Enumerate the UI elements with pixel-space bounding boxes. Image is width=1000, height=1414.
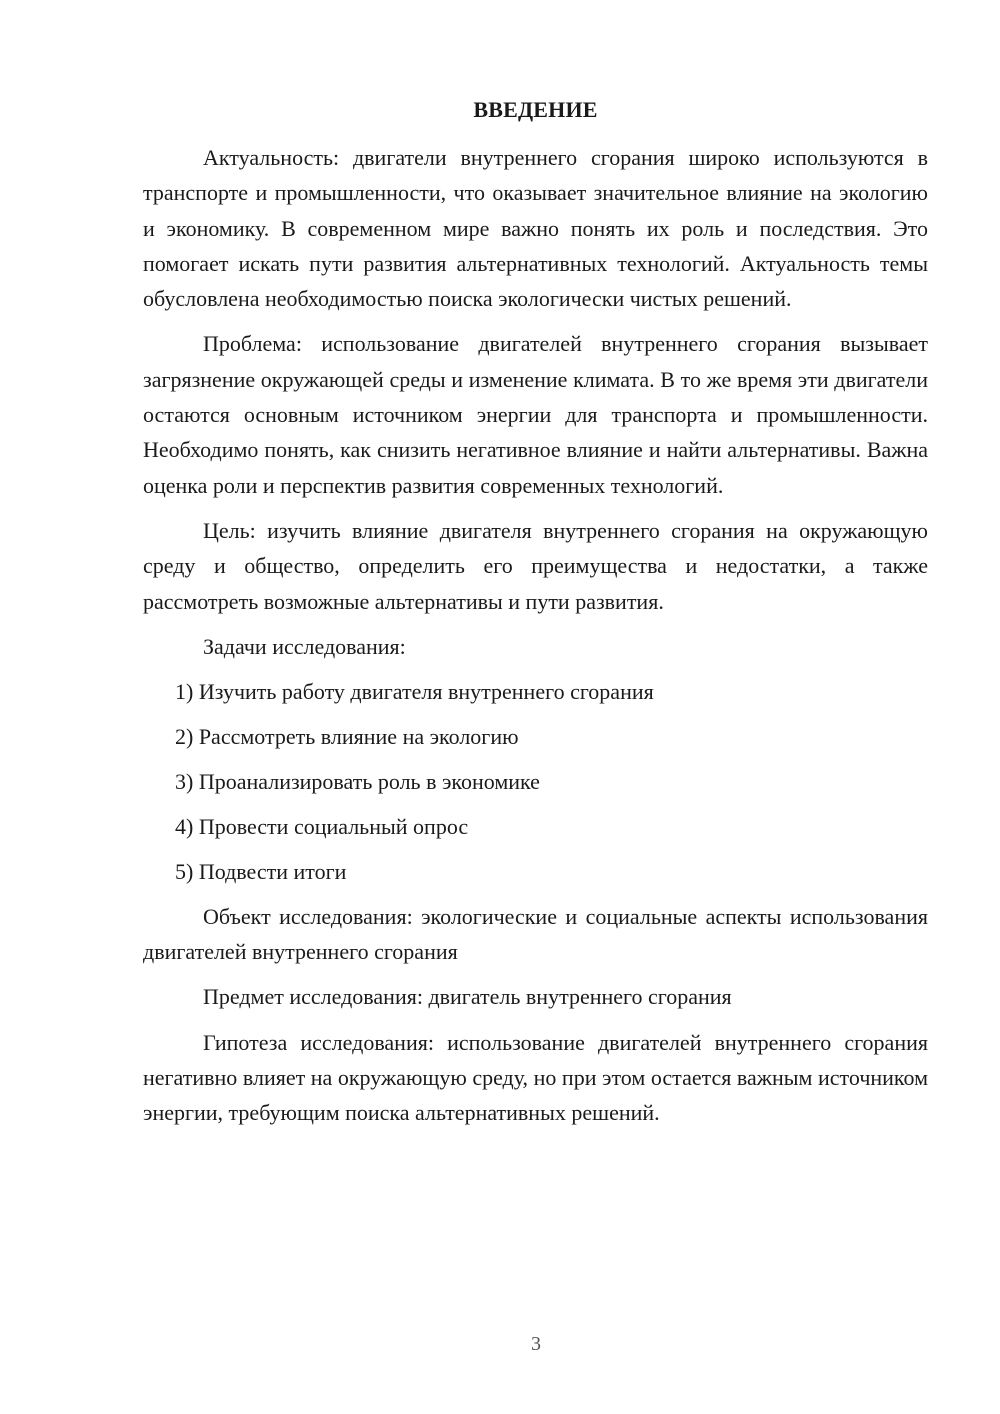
- page-title: ВВЕДЕНИЕ: [473, 97, 598, 122]
- hypothesis-paragraph: Гипотеза исследования: использование двигателей внутреннего сгорания негативно влияет на окружающую среду, но при этом остается важным источником энергии, требующим поиска альтернативных решений.: [143, 1029, 928, 1126]
- problem-paragraph: Проблема: использование двигателей внутреннего сгорания вызывает загрязнение окружающей среды и изменение климата. В то же время эти двигатели остаются основным источником энергии для транспорта и промышленности. Необходимо понять, как снизить негативное влияние и найти альтернативы. Важна оценка роли и перспектив развития современных технологий.: [143, 331, 928, 498]
- task-item: 5) Подвести итоги: [175, 858, 347, 884]
- page-number: 3: [531, 1333, 541, 1355]
- document-page: [143, 92, 928, 1141]
- relevance-paragraph: Актуальность: двигатели внутреннего сгорания широко используются в транспорте и промышленности, что оказывает значительное влияние на экологию и экономику. В современном мире важно понять их роль и последствия. Это помогает искать пути развития альтернативных технологий. Актуальность темы обусловлена необходимостью поиска экологически чистых решений.: [143, 145, 928, 312]
- goal-paragraph: Цель: изучить влияние двигателя внутреннего сгорания на окружающую среду и общество, определить его преимущества и недостатки, а также рассмотреть возможные альтернативы и пути развития.: [143, 517, 928, 614]
- tasks-label: Задачи исследования:: [203, 633, 406, 659]
- task-item: 4) Провести социальный опрос: [175, 813, 469, 839]
- object-paragraph: Объект исследования: экологические и социальные аспекты использования двигателей внутреннего сгорания: [143, 903, 928, 965]
- task-item: 1) Изучить работу двигателя внутреннего сгорания: [175, 678, 654, 704]
- subject-paragraph: Предмет исследования: двигатель внутреннего сгорания: [203, 984, 732, 1010]
- task-item: 3) Проанализировать роль в экономике: [175, 768, 540, 794]
- task-item: 2) Рассмотреть влияние на экологию: [175, 723, 519, 749]
- tasks-list: [143, 674, 928, 889]
